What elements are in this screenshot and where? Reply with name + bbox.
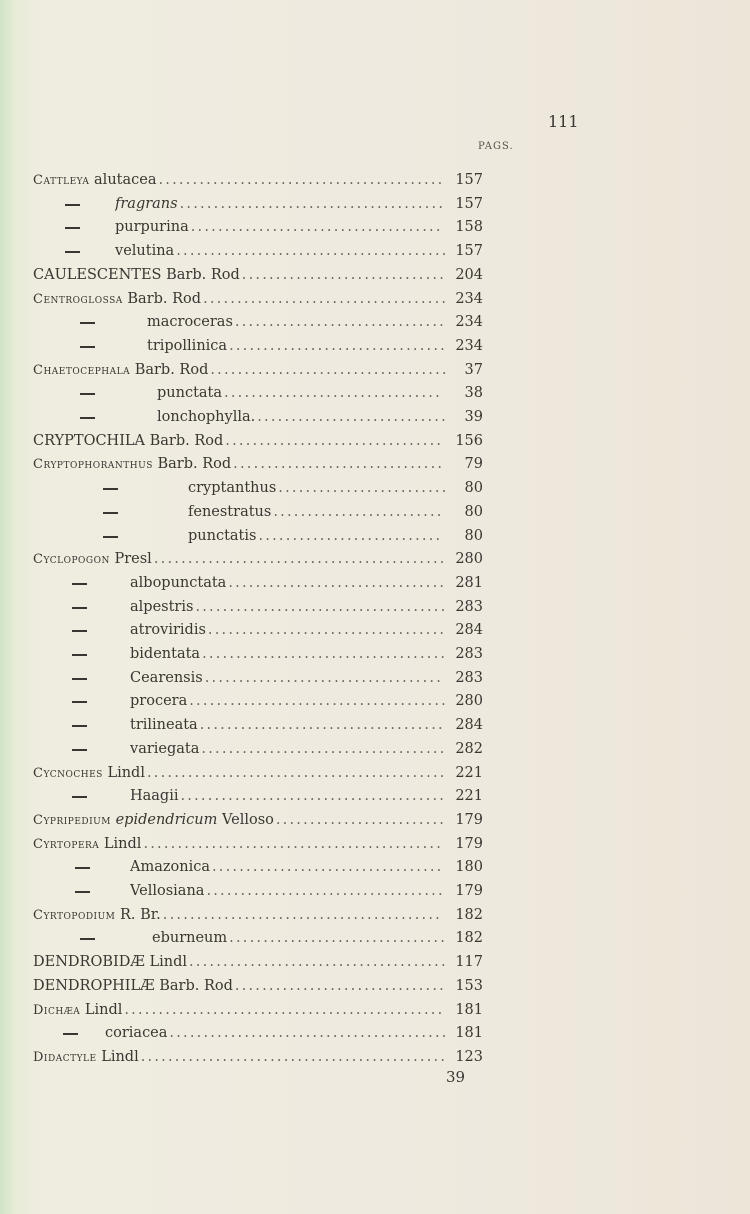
index-entry bbox=[0, 643, 750, 665]
index-entry bbox=[0, 169, 750, 191]
page-number: 80 bbox=[464, 503, 483, 520]
page-number: 284 bbox=[455, 622, 483, 639]
index-entry bbox=[0, 880, 750, 902]
index-entry bbox=[0, 501, 750, 523]
index-entry bbox=[0, 738, 750, 760]
entry-line bbox=[33, 904, 450, 927]
entry-label bbox=[188, 525, 256, 547]
entry-line bbox=[152, 927, 450, 949]
page-number: 204 bbox=[455, 266, 483, 283]
ditto-dash bbox=[80, 417, 95, 419]
dot-leader: ......................... bbox=[278, 480, 449, 497]
page-number: 117 bbox=[455, 954, 483, 971]
entry-line bbox=[33, 264, 450, 286]
entry-name: punctata bbox=[157, 385, 223, 402]
entry-name: Cearensis bbox=[130, 669, 203, 686]
entry-name: DENDROPHILÆ Barb. Rod bbox=[33, 977, 233, 994]
entry-label bbox=[33, 999, 122, 1022]
ditto-dash bbox=[65, 204, 80, 206]
page-number: 37 bbox=[464, 361, 483, 378]
dot-leader: .................................... bbox=[203, 290, 449, 307]
dot-leader: ............................................. bbox=[140, 1048, 448, 1065]
dot-leader: ....................................... bbox=[179, 195, 446, 212]
genus-name: Cyclopogon bbox=[33, 552, 110, 568]
index-entry bbox=[0, 572, 750, 594]
ditto-dash bbox=[72, 630, 87, 632]
entry-name: tripollinica bbox=[147, 337, 228, 354]
entry-label bbox=[130, 667, 203, 689]
page-number: 280 bbox=[455, 551, 483, 568]
ditto-dash bbox=[63, 1033, 78, 1035]
genus-name: Cryptophoranthus bbox=[33, 457, 153, 473]
index-entry bbox=[0, 311, 750, 333]
entry-line bbox=[33, 833, 450, 856]
entry-line bbox=[147, 335, 450, 357]
dot-leader: ............................... bbox=[234, 314, 446, 331]
index-entry bbox=[0, 453, 750, 475]
page-number: 158 bbox=[455, 219, 483, 236]
entry-name: CAULESCENTES Barb. Rod bbox=[33, 266, 240, 283]
page-number: 39 bbox=[464, 409, 483, 425]
pages-column-label: PAGS. bbox=[478, 141, 514, 152]
genus-name: Didactyle bbox=[33, 1049, 97, 1065]
index-entry bbox=[0, 856, 750, 878]
entry-label bbox=[33, 1046, 139, 1069]
entry-line bbox=[157, 382, 450, 404]
page-number: 156 bbox=[455, 432, 483, 449]
entry-name: Lindl bbox=[101, 1048, 139, 1065]
ditto-dash bbox=[65, 251, 80, 253]
entry-name: Barb. Rod bbox=[127, 290, 202, 307]
dot-leader: ..................................... bbox=[190, 219, 443, 236]
entry-line bbox=[33, 548, 450, 571]
entry-label bbox=[115, 216, 189, 238]
entry-line bbox=[188, 525, 450, 547]
index-entry bbox=[0, 999, 750, 1021]
entry-line bbox=[130, 596, 450, 618]
ditto-dash bbox=[72, 583, 87, 585]
entry-name: Lindl bbox=[103, 835, 142, 852]
dot-leader: ................................ bbox=[229, 930, 448, 947]
page-number: 157 bbox=[455, 243, 483, 260]
entry-label bbox=[130, 714, 198, 736]
index-entry bbox=[0, 382, 750, 404]
ditto-dash bbox=[72, 796, 87, 798]
dot-leader: ....................................... bbox=[180, 788, 447, 805]
ditto-dash bbox=[75, 891, 90, 893]
entry-name: eburneum bbox=[152, 930, 228, 947]
index-entry bbox=[0, 951, 750, 973]
dot-leader: ......................................... bbox=[169, 1025, 449, 1042]
page-number: 182 bbox=[455, 930, 483, 947]
entry-line bbox=[130, 643, 450, 665]
entry-line bbox=[33, 359, 450, 382]
entry-line bbox=[33, 975, 450, 997]
index-entry bbox=[0, 335, 750, 357]
dot-leader: ............................................ bbox=[143, 835, 444, 852]
entry-line bbox=[130, 856, 450, 878]
dot-leader: .................................. bbox=[211, 859, 444, 876]
dot-leader: ......................................... bbox=[162, 906, 442, 923]
entry-name: cryptanthus bbox=[188, 480, 277, 497]
ditto-dash bbox=[103, 512, 118, 514]
ditto-dash bbox=[80, 393, 95, 395]
entry-name: bidentata bbox=[130, 646, 201, 662]
index-entry bbox=[0, 833, 750, 855]
genus-name: Cypripedium bbox=[33, 812, 111, 828]
page-number: 181 bbox=[455, 1001, 483, 1018]
page-number: 234 bbox=[455, 337, 483, 354]
genus-name: Cattleya bbox=[33, 173, 90, 188]
entry-label bbox=[33, 809, 274, 832]
entry-name: procera bbox=[130, 693, 188, 710]
entry-label bbox=[33, 453, 231, 476]
dot-leader: ................................ bbox=[225, 432, 444, 449]
page-number: 179 bbox=[455, 883, 483, 899]
index-entry bbox=[0, 193, 750, 215]
page-number: 80 bbox=[464, 480, 483, 497]
index-entry bbox=[0, 359, 750, 381]
page-number: 182 bbox=[455, 906, 483, 923]
dot-leader: ......................... bbox=[273, 503, 444, 520]
page-number: 179 bbox=[455, 811, 483, 828]
entry-label bbox=[33, 833, 141, 856]
entry-label bbox=[130, 619, 206, 641]
entry-line bbox=[33, 999, 450, 1022]
entry-name: Amazonica bbox=[130, 859, 210, 876]
entry-name: Vellosiana bbox=[130, 883, 205, 899]
page-number: 284 bbox=[455, 717, 483, 734]
index-entry bbox=[0, 525, 750, 547]
page-number: 79 bbox=[464, 456, 483, 473]
dot-leader: ................................... bbox=[210, 361, 449, 378]
index-entry bbox=[0, 264, 750, 286]
entry-label bbox=[130, 572, 226, 594]
entry-label bbox=[33, 951, 187, 973]
ditto-dash bbox=[103, 536, 118, 538]
entry-label bbox=[188, 501, 271, 523]
page-number: 281 bbox=[455, 574, 483, 591]
entry-label bbox=[157, 382, 222, 404]
entry-name: Velloso bbox=[221, 811, 274, 828]
genus-name: Dichæa bbox=[33, 1002, 81, 1018]
index-entry bbox=[0, 406, 750, 428]
entry-line bbox=[33, 169, 450, 192]
dot-leader: ......................... bbox=[275, 811, 447, 828]
entry-name: Presl bbox=[114, 551, 152, 568]
entry-line bbox=[33, 1046, 450, 1069]
ditto-dash bbox=[72, 678, 87, 680]
entry-name: fenestratus bbox=[188, 503, 272, 520]
entry-name: Barb. Rod bbox=[157, 456, 232, 473]
index-entry bbox=[0, 240, 750, 262]
dot-leader: ..................................... bbox=[195, 598, 448, 615]
page-number: 283 bbox=[455, 598, 483, 615]
page-number: 282 bbox=[455, 740, 483, 757]
entry-label bbox=[130, 690, 187, 712]
page-number: 38 bbox=[464, 385, 483, 402]
ditto-dash bbox=[80, 346, 95, 348]
index-entry bbox=[0, 1046, 750, 1068]
dot-leader: .................................... bbox=[199, 717, 445, 734]
index-entry bbox=[0, 690, 750, 712]
entry-name: macroceras bbox=[147, 314, 233, 331]
entry-label bbox=[130, 880, 204, 902]
entry-name: coriacea bbox=[105, 1025, 168, 1042]
entry-label bbox=[147, 311, 233, 333]
dot-leader: ................................... bbox=[207, 622, 447, 639]
dot-leader: .................................... bbox=[201, 740, 447, 757]
ditto-dash bbox=[65, 227, 80, 229]
dot-leader: ........................... bbox=[258, 527, 443, 544]
entry-line bbox=[130, 572, 450, 594]
species-epithet: epidendricum bbox=[115, 811, 218, 828]
index-entry bbox=[0, 430, 750, 452]
index-entry bbox=[0, 762, 750, 784]
dot-leader: ...................................... bbox=[189, 693, 448, 710]
entry-name: Lindl bbox=[107, 764, 145, 781]
dot-leader: .................................... bbox=[202, 646, 448, 662]
index-entry bbox=[0, 288, 750, 310]
dot-leader: ............................................ bbox=[146, 764, 447, 781]
dot-leader: .............................. bbox=[241, 266, 447, 283]
index-entry bbox=[0, 904, 750, 926]
index-entry bbox=[0, 927, 750, 949]
index-entry bbox=[0, 809, 750, 831]
dot-leader: ........................................... bbox=[153, 551, 447, 568]
index-entry bbox=[0, 548, 750, 570]
dot-leader: .......................................... bbox=[158, 172, 445, 188]
page-number: 123 bbox=[455, 1048, 483, 1065]
entry-name: trilineata bbox=[130, 717, 198, 734]
entry-line bbox=[130, 714, 450, 736]
entry-label bbox=[157, 406, 255, 428]
entry-label bbox=[130, 738, 199, 760]
entry-name: variegata bbox=[130, 740, 200, 757]
index-entry bbox=[0, 714, 750, 736]
index-entry bbox=[0, 975, 750, 997]
index-entry bbox=[0, 785, 750, 807]
entry-label bbox=[130, 643, 200, 665]
entry-name: alutacea bbox=[94, 172, 157, 188]
page-number: 234 bbox=[455, 290, 483, 307]
dot-leader: ................................ bbox=[229, 337, 447, 354]
entry-line bbox=[130, 880, 450, 902]
genus-name: Chaetocephala bbox=[33, 362, 131, 378]
entry-line bbox=[188, 501, 450, 523]
entry-label bbox=[33, 762, 145, 785]
page-number: 180 bbox=[455, 859, 483, 876]
index-entry bbox=[0, 596, 750, 618]
entry-name: atroviridis bbox=[130, 622, 206, 639]
entry-label bbox=[152, 927, 227, 949]
dot-leader: ........................................ bbox=[176, 243, 449, 260]
entry-line bbox=[157, 406, 450, 428]
entry-label bbox=[33, 264, 240, 286]
entry-name: CRYPTOCHILA Barb. Rod bbox=[33, 432, 224, 449]
index-entry bbox=[0, 216, 750, 238]
entry-label bbox=[33, 359, 208, 382]
dot-leader: ............................... bbox=[234, 977, 446, 994]
entry-name: Lindl bbox=[84, 1001, 123, 1018]
ditto-dash bbox=[103, 488, 118, 490]
genus-name: Cyrtopera bbox=[33, 836, 100, 852]
genus-name: Centroglossa bbox=[33, 291, 123, 307]
entry-line bbox=[188, 477, 450, 499]
entry-line bbox=[33, 762, 450, 785]
page-number: 280 bbox=[455, 693, 483, 710]
entry-label bbox=[130, 596, 193, 618]
entry-name: Barb. Rod bbox=[134, 361, 209, 378]
entry-line bbox=[33, 430, 450, 452]
page-number: 80 bbox=[464, 527, 483, 544]
entry-label bbox=[105, 1022, 167, 1044]
entry-name: purpurina bbox=[115, 219, 189, 236]
entry-name: fragrans bbox=[115, 195, 178, 212]
dot-leader: ...................................... bbox=[189, 954, 448, 971]
dot-leader: ............................ bbox=[257, 409, 448, 425]
entry-name: velutina bbox=[115, 243, 175, 260]
page-number: 179 bbox=[455, 835, 483, 852]
page-number: 181 bbox=[455, 1025, 483, 1042]
entry-line bbox=[33, 453, 450, 476]
page-number: 221 bbox=[455, 764, 483, 781]
genus-name: Cyrtopodium bbox=[33, 907, 116, 923]
page-number: 157 bbox=[455, 195, 483, 212]
entry-line bbox=[130, 619, 450, 641]
ditto-dash bbox=[72, 725, 87, 727]
dot-leader: ................................... bbox=[206, 883, 445, 899]
entry-line bbox=[33, 809, 450, 832]
entry-name: albopunctata bbox=[130, 574, 227, 591]
ditto-dash bbox=[80, 322, 95, 324]
entry-label bbox=[33, 288, 201, 311]
entry-label bbox=[115, 240, 174, 262]
dot-leader: ................................... bbox=[204, 669, 444, 686]
entry-name: punctatis bbox=[188, 527, 257, 544]
index-entry bbox=[0, 619, 750, 641]
index-entry bbox=[0, 1022, 750, 1044]
ditto-dash bbox=[72, 607, 87, 609]
entry-line bbox=[115, 240, 450, 262]
ditto-dash bbox=[75, 867, 90, 869]
ditto-dash bbox=[72, 654, 87, 656]
index-entry bbox=[0, 477, 750, 499]
ditto-dash bbox=[72, 701, 87, 703]
entry-line bbox=[33, 288, 450, 311]
entry-line bbox=[130, 785, 450, 807]
ditto-dash bbox=[80, 938, 95, 940]
entry-line bbox=[130, 690, 450, 712]
page-number: 234 bbox=[455, 314, 483, 331]
entry-name: alpestris bbox=[130, 598, 194, 615]
entry-line bbox=[130, 667, 450, 689]
entry-name: Haagii bbox=[130, 788, 179, 805]
dot-leader: ............................................... bbox=[124, 1001, 445, 1018]
entry-label bbox=[188, 477, 276, 499]
page-number: 153 bbox=[455, 977, 483, 994]
index-entry bbox=[0, 667, 750, 689]
genus-name: Cycnoches bbox=[33, 765, 103, 781]
entry-label bbox=[130, 785, 179, 807]
entry-name: DENDROBIDÆ Lindl bbox=[33, 954, 187, 971]
entry-line bbox=[115, 216, 450, 238]
dot-leader: ................................ bbox=[224, 385, 442, 402]
page-number: 221 bbox=[455, 788, 483, 805]
entry-label bbox=[115, 193, 178, 215]
entry-line bbox=[130, 738, 450, 760]
entry-label bbox=[33, 975, 233, 997]
dot-leader: ................................ bbox=[228, 574, 447, 591]
entry-label bbox=[33, 169, 156, 192]
entry-line bbox=[33, 951, 450, 973]
entry-line bbox=[147, 311, 450, 333]
entry-label bbox=[147, 335, 227, 357]
ditto-dash bbox=[72, 749, 87, 751]
signature-mark: 39 bbox=[446, 1068, 466, 1086]
entry-line bbox=[115, 193, 450, 215]
page-number: 283 bbox=[455, 646, 483, 662]
page-number: 283 bbox=[455, 669, 483, 686]
entry-label bbox=[130, 856, 210, 878]
entry-label bbox=[33, 430, 223, 452]
page-number: 157 bbox=[455, 172, 483, 188]
dot-leader: ............................... bbox=[233, 456, 445, 473]
entry-label bbox=[33, 904, 161, 927]
entry-line bbox=[105, 1022, 450, 1044]
entry-name: lonchophylla. bbox=[157, 409, 256, 425]
entry-name: R. Br. bbox=[120, 906, 161, 923]
page-folio: 111 bbox=[548, 112, 579, 131]
entry-label bbox=[33, 548, 152, 571]
